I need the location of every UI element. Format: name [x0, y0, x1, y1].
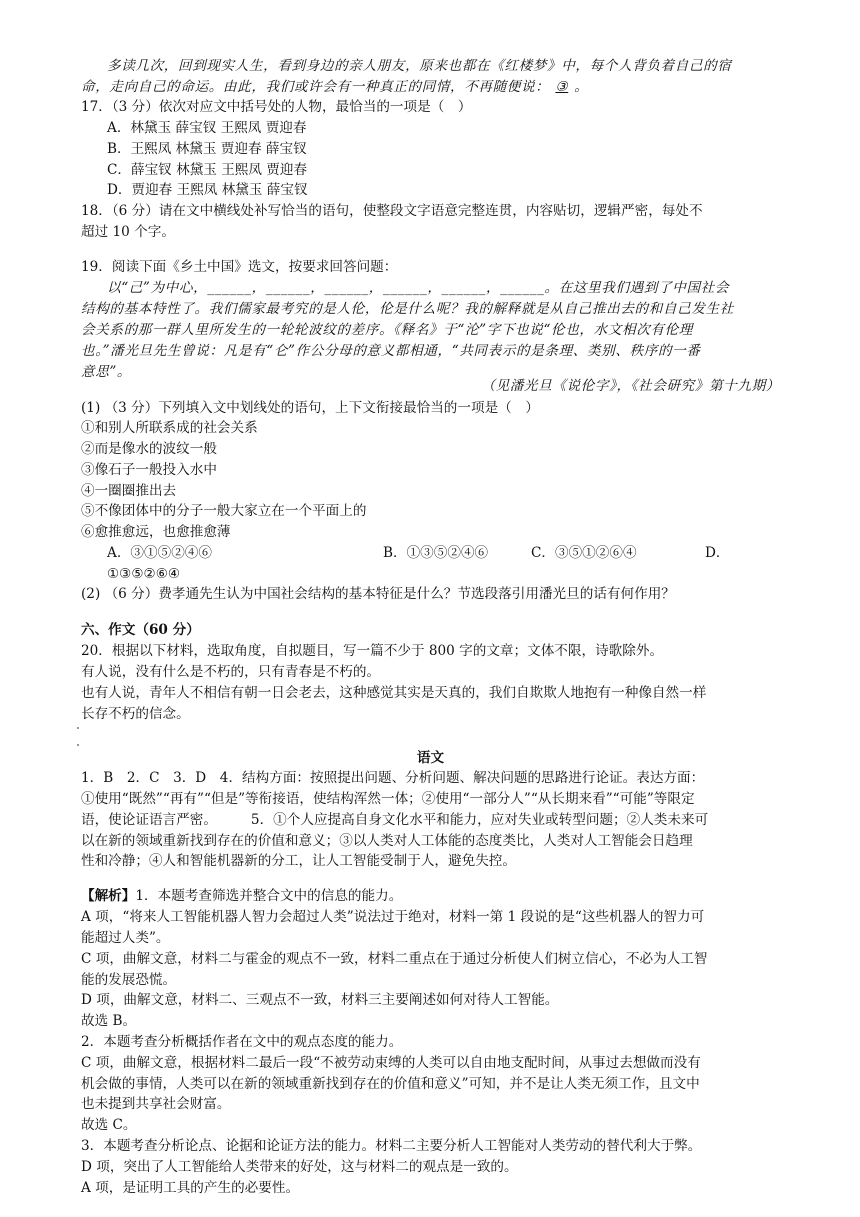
- q17-option-d: D．贾迎春 王熙凤 林黛玉 薛宝钗: [107, 182, 308, 198]
- q18-line-1: 18．（6 分）请在文中横线处补写恰当的语句，使整段文字语意完整连贯，内容贴切，逻辑严密，每处不: [81, 203, 703, 219]
- q19-passage-line-4: 也。”潘光旦先生曾说：凡是有“仑”作公分母的意义都相通，“共同表示的是条理、类别、秩序的一番: [81, 343, 701, 359]
- analysis-line-9: C 项，曲解文意，根据材料二最后一段“不被劳动束缚的人类可以自由地支配时间，从事过去想做而没有: [81, 1055, 701, 1071]
- q17-option-c: C．薛宝钗 林黛玉 王熙凤 贾迎春: [107, 162, 308, 178]
- blank-3: ③: [555, 79, 569, 95]
- analysis-line-11: 也未提到共享社会财富。: [81, 1096, 231, 1112]
- q19-option-a: A．③①⑤②④⑥: [107, 545, 212, 561]
- analysis-line-12: 故选 C。: [81, 1117, 137, 1133]
- divider-dot-2: [77, 744, 79, 746]
- q19-passage-line-3: 会关系的那一群人里所发生的一轮轮波纹的差序。《释名》于“沦”字下也说“伦也，水文相次有伦理: [81, 322, 693, 338]
- q19-sentence-4: ④一圈圈推出去: [81, 483, 177, 499]
- q19-stem: 19．阅读下面《乡土中国》选文，按要求回答问题：: [81, 259, 398, 275]
- q18-line-2: 超过 10 个字。: [81, 224, 175, 240]
- analysis-line-13: 3．本题考查分析论点、论据和论证方法的能力。材料二主要分析人工智能对人类劳动的替代利大于弊。: [81, 1138, 702, 1154]
- q19-option-d-value: ①③⑤②⑥④: [107, 566, 181, 582]
- analysis-line-7: 故选 B。: [81, 1013, 137, 1029]
- answers-line-3: 语，使论证语言严密。 5．①个人应提高自身文化水平和能力，应对失业或转型问题；②人类未来可: [81, 812, 709, 828]
- analysis-line-2: A 项，“将来人工智能机器人智力会超过人类”说法过于绝对，材料一第 1 段说的是“这些机器人的智力可: [81, 909, 705, 925]
- q19-sentence-1: ①和别人所联系成的社会关系: [81, 420, 258, 436]
- answers-line-5: 性和冷静；④人和智能机器新的分工，让人工智能受制于人，避免失控。: [81, 853, 516, 869]
- analysis-line-6: D 项，曲解文意，材料二、三观点不一致，材料三主要阐述如何对待人工智能。: [81, 992, 559, 1008]
- analysis-line-5: 能的发展恐慌。: [81, 972, 177, 988]
- answers-line-4: 以在新的领域重新找到存在的价值和意义；③以人类对人工体能的态度类比，人类对人工智能会日趋理: [81, 833, 693, 849]
- q19-sentence-6: ⑥愈推愈远，也愈推愈薄: [81, 524, 231, 540]
- section-6-title: 六、作文（60 分）: [81, 622, 200, 638]
- q19-sentence-5: ⑤不像团体中的分子一般大家立在一个平面上的: [81, 503, 367, 519]
- analysis-line-4: C 项，曲解文意，材料二与霍金的观点不一致，材料二重点在于通过分析使人们树立信心，不必为人工智: [81, 951, 708, 967]
- q19-passage-line-5: 意思”。: [81, 364, 132, 380]
- answers-heading: 语文: [416, 750, 445, 766]
- q19-sentence-2: ②而是像水的波纹一般: [81, 441, 217, 457]
- q19-passage-line-1: 以“己”为中心，______，______，______，______，______，______。在这里我们遇到了中国社会: [107, 280, 730, 296]
- q19-sub1: (1) （3 分）下列填入文中划线处的语句，上下文衔接最恰当的一项是（ ）: [81, 400, 539, 416]
- analysis-line-15: A 项，是证明工具的产生的必要性。: [81, 1180, 300, 1196]
- analysis-line-14: D 项，突出了人工智能给人类带来的好处，这与材料二的观点是一致的。: [81, 1159, 518, 1175]
- q20-stem: 20．根据以下材料，选取角度，自拟题目，写一篇不少于 800 字的文章；文体不限，诗歌除外。: [81, 643, 664, 659]
- analysis-line-8: 2．本题考查分析概括作者在文中的观点态度的能力。: [81, 1034, 403, 1050]
- q19-sentence-3: ③像石子一般投入水中: [81, 462, 217, 478]
- intro-line-2: [81, 77, 780, 97]
- analysis-line-10: 机会做的事情，人类可以在新的领域重新找到存在的价值和意义”可知，并不是让人类无须工作，且文中: [81, 1076, 700, 1092]
- q17-stem: 17．（3 分）依次对应文中括号处的人物，最恰当的一项是（ ）: [81, 99, 472, 115]
- q19-passage-line-2: 结构的基本特性了。我们儒家最考究的是人伦，伦是什么呢？我的解释就是从自己推出去的和自己发生社: [81, 301, 734, 317]
- q19-source: （见潘光旦《说伦字》，《社会研究》第十九期）: [481, 378, 780, 394]
- q20-material-1: 有人说，没有什么是不朽的，只有青春是不朽的。: [81, 664, 381, 680]
- q20-material-2a: 也有人说，青年人不相信有朝一日会老去，这种感觉其实是天真的，我们自欺欺人地抱有一种像自然一样: [81, 685, 707, 701]
- q17-option-b: B．王熙凤 林黛玉 贾迎春 薛宝钗: [107, 141, 307, 157]
- intro-line-2-end: 。: [574, 79, 589, 95]
- intro-line-2-text: 命，走向自己的命运。由此，我们或许会有一种真正的同情，不再随便说：: [81, 79, 550, 95]
- q19-sub2: (2) （6 分）费孝通先生认为中国社会结构的基本特征是什么？节选段落引用潘光旦的话有何作用？: [81, 586, 675, 602]
- intro-line-1: 多读几次，回到现实人生，看到身边的亲人朋友，原来也都在《红楼梦》中，每个人背负着自己的宿: [107, 58, 732, 74]
- q19-option-b: B．①③⑤②④⑥: [383, 545, 489, 561]
- analysis-line-1-text: 1．本题考查筛选并整合文中的信息的能力。: [135, 888, 403, 904]
- analysis-line-3: 能超过人类”。: [81, 930, 170, 946]
- q19-option-d: D．: [705, 545, 730, 561]
- q19-option-c: C．③⑤①②⑥④: [531, 545, 637, 561]
- divider-dot-1: [77, 727, 79, 729]
- q17-option-a: A．林黛玉 薛宝钗 王熙凤 贾迎春: [107, 120, 307, 136]
- answers-line-2: ①使用“既然”“再有”“但是”等衔接语，使结构浑然一体；②使用“一部分人”“从长期来看”“可能”等限定: [81, 791, 695, 807]
- analysis-line-1: [81, 886, 780, 906]
- answers-line-1: 1．B 2．C 3．D 4．结构方面：按照提出问题、分析问题、解决问题的思路进行论证。表达方面：: [81, 770, 705, 786]
- q20-material-2b: 长存不朽的信念。: [81, 706, 190, 722]
- analysis-tag: 【解析】: [81, 888, 136, 904]
